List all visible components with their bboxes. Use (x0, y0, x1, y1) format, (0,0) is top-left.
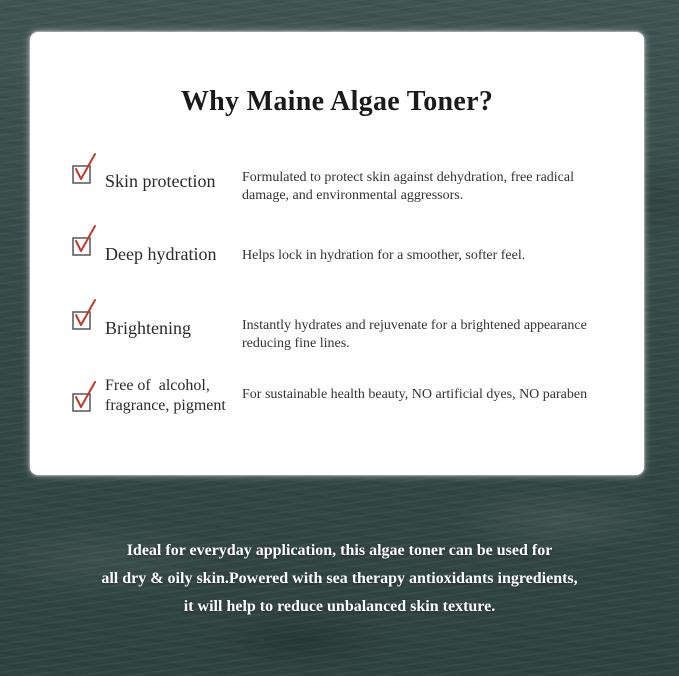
checkbox-checkmark-icon (72, 224, 98, 258)
feature-label: Free of alcohol, fragrance, pigment (105, 377, 226, 414)
footer-line: Ideal for everyday application, this algae toner can be used for (126, 542, 553, 559)
feature-label: Skin protection (105, 171, 216, 191)
feature-label: Brightening (105, 318, 191, 338)
feature-description: Helps lock in hydration for a smoother, softer feel. (242, 248, 526, 263)
feature-label: Deep hydration (105, 244, 217, 264)
feature-card (30, 32, 644, 475)
footer-text (0, 537, 679, 621)
footer-line: all dry & oily skin.Powered with sea therapy antioxidants ingredients, (101, 570, 578, 587)
checkbox-checkmark-icon (72, 380, 98, 414)
checkbox-checkmark-icon (72, 152, 98, 186)
feature-description: Instantly hydrates and rejuvenate for a brightened appearance reducing fine lines. (242, 318, 587, 351)
checkbox-checkmark-icon (72, 298, 98, 332)
feature-description: Formulated to protect skin against dehydration, free radical damage, and environmental aggressors. (242, 170, 575, 203)
page-title: Why Maine Algae Toner? (180, 86, 494, 117)
footer-line: it will help to reduce unbalanced skin texture. (183, 598, 496, 615)
feature-description: For sustainable health beauty, NO artificial dyes, NO paraben (242, 387, 588, 402)
